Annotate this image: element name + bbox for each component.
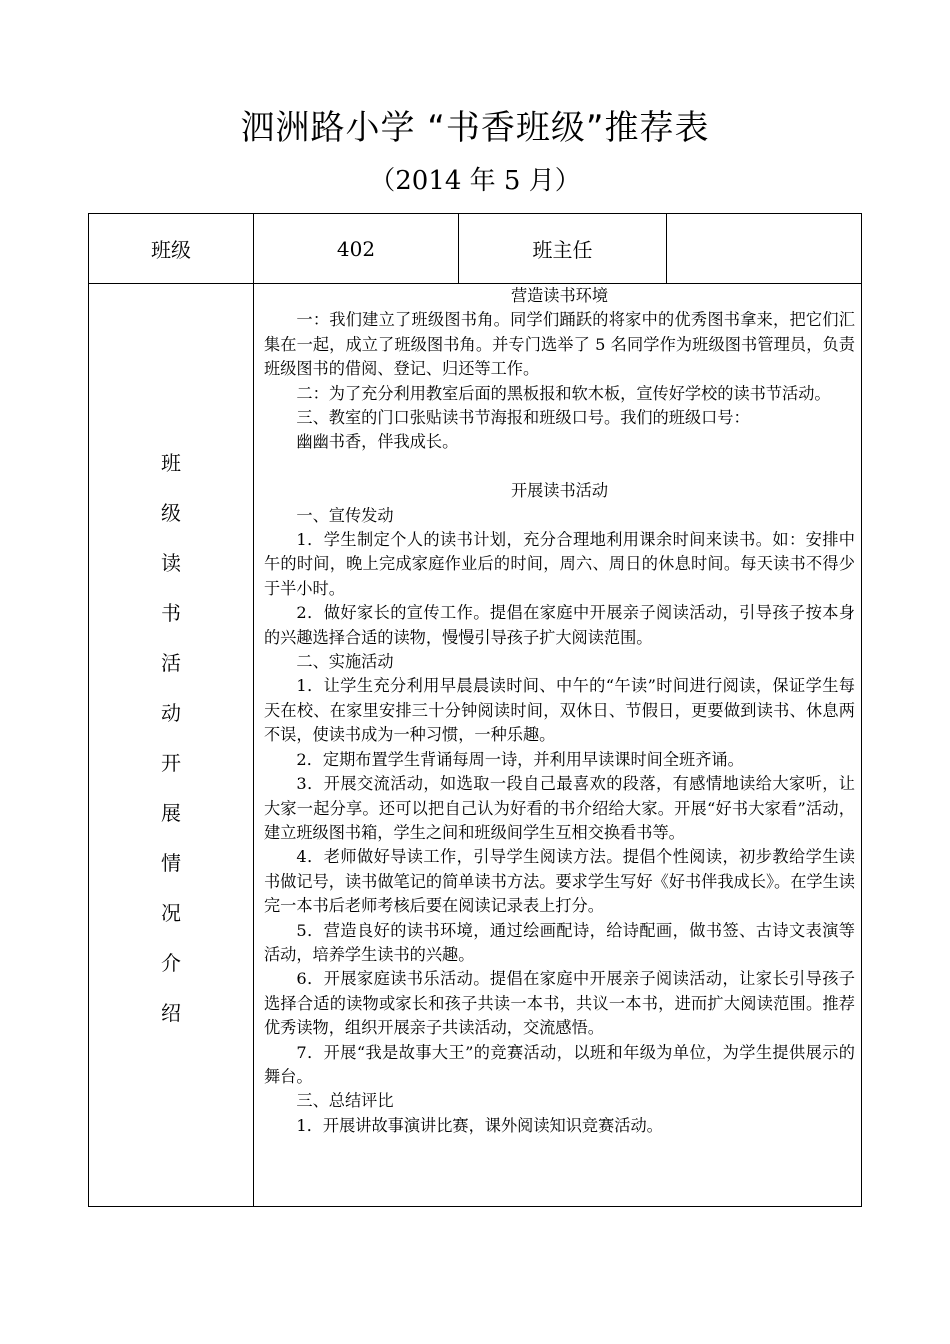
teacher-label: 班主任 — [459, 214, 667, 283]
list-item: 5．营造良好的读书环境，通过绘画配诗，给诗配画，做书签、古诗文表演等活动，培养学生读书的兴趣。 — [264, 920, 855, 964]
activity-row — [89, 284, 861, 1206]
list-item: 1．学生制定个人的读书计划，充分合理地利用课余时间来读书。如：安排中午的时间，晚上完成家庭作业后的时间，周六、周日的休息时间。每天读书不得少于半小时。 — [264, 530, 855, 598]
list-item: 6．开展家庭读书乐活动。提倡在家庭中开展亲子阅读活动，让家长引导孩子选择合适的读物或家长和孩子共读一本书，共议一本书，进而扩大阅读范围。推荐优秀读物，组织开展亲子共读活动，交流感悟。 — [264, 969, 855, 1038]
section-label-char: 介 — [161, 951, 181, 975]
paragraph: 三、教室的门口张贴读书节海报和班级口号。我们的班级口号： — [296, 408, 750, 428]
section-label-char: 绍 — [161, 1001, 181, 1025]
section-label-char: 展 — [161, 801, 181, 825]
spacer — [264, 455, 855, 479]
page-title: 泗洲路小学 “书香班级”推荐表 — [240, 108, 710, 148]
section-label-char: 况 — [161, 901, 181, 925]
section-label-char: 级 — [161, 501, 181, 525]
section-heading: 二、实施活动 — [296, 652, 394, 672]
section-label-char: 情 — [161, 851, 181, 875]
list-item: 1．让学生充分利用早晨晨读时间、中午的“午读”时间进行阅读，保证学生每天在校、在家里安排三十分钟阅读时间，双休日、节假日，更要做到读书、休息两不误，使读书成为一种习惯，一种乐趣。 — [264, 676, 855, 745]
section-label-vertical — [89, 284, 254, 1206]
list-item: 1．开展讲故事演讲比赛，课外阅读知识竞赛活动。 — [296, 1115, 663, 1135]
section-label-char: 开 — [161, 751, 181, 775]
list-item: 2．做好家长的宣传工作。提倡在家庭中开展亲子阅读活动，引导孩子按本身的兴趣选择合适的读物，慢慢引导孩子扩大阅读范围。 — [264, 603, 855, 647]
list-item: 2．定期布置学生背诵每周一诗，并利用早读课时间全班齐诵。 — [296, 749, 744, 769]
paragraph: 二：为了充分利用教室后面的黑板报和软木板，宣传好学校的读书节活动。 — [296, 383, 831, 403]
teacher-value — [667, 214, 861, 283]
section-label-char: 班 — [161, 451, 181, 475]
class-label: 班级 — [89, 214, 254, 283]
list-item: 7．开展“我是故事大王”的竞赛活动，以班和年级为单位，为学生提供展示的舞台。 — [264, 1042, 855, 1086]
class-value: 402 — [254, 214, 459, 283]
list-item: 4．老师做好导读工作，引导学生阅读方法。提倡个性阅读，初步教给学生读书做记号，读书做笔记的简单读书方法。要求学生写好《好书伴我成长》。在学生读完一本书后老师考核后要在阅读记录表上打分。 — [264, 847, 855, 916]
activity-content — [254, 284, 861, 1206]
recommendation-table — [88, 213, 862, 1207]
class-info-row — [89, 214, 861, 284]
heading-reading-activities: 开展读书活动 — [510, 481, 609, 501]
section-label-char: 书 — [161, 601, 181, 625]
section-label-char: 活 — [161, 651, 181, 675]
heading-reading-environment: 营造读书环境 — [510, 286, 609, 305]
section-label-char: 读 — [161, 551, 181, 575]
paragraph: 一：我们建立了班级图书角。同学们踊跃的将家中的优秀图书拿来，把它们汇集在一起，成立了班级图书角。并专门选举了 5 名同学作为班级图书管理员，负责班级图书的借阅、登记、归还等工作。 — [264, 310, 855, 379]
section-heading: 一、宣传发动 — [296, 505, 394, 525]
page-subtitle-date: （2014 年 5 月） — [369, 166, 581, 196]
section-label-char: 动 — [161, 701, 181, 725]
section-heading: 三、总结评比 — [296, 1091, 394, 1111]
list-item: 3．开展交流活动，如选取一段自己最喜欢的段落，有感情地读给大家听，让大家一起分享。还可以把自己认为好看的书介绍给大家。开展“好书大家看”活动，建立班级图书箱，学生之间和班级间学生互相交换看书等。 — [264, 774, 855, 842]
class-slogan: 幽幽书香，伴我成长。 — [296, 432, 459, 452]
